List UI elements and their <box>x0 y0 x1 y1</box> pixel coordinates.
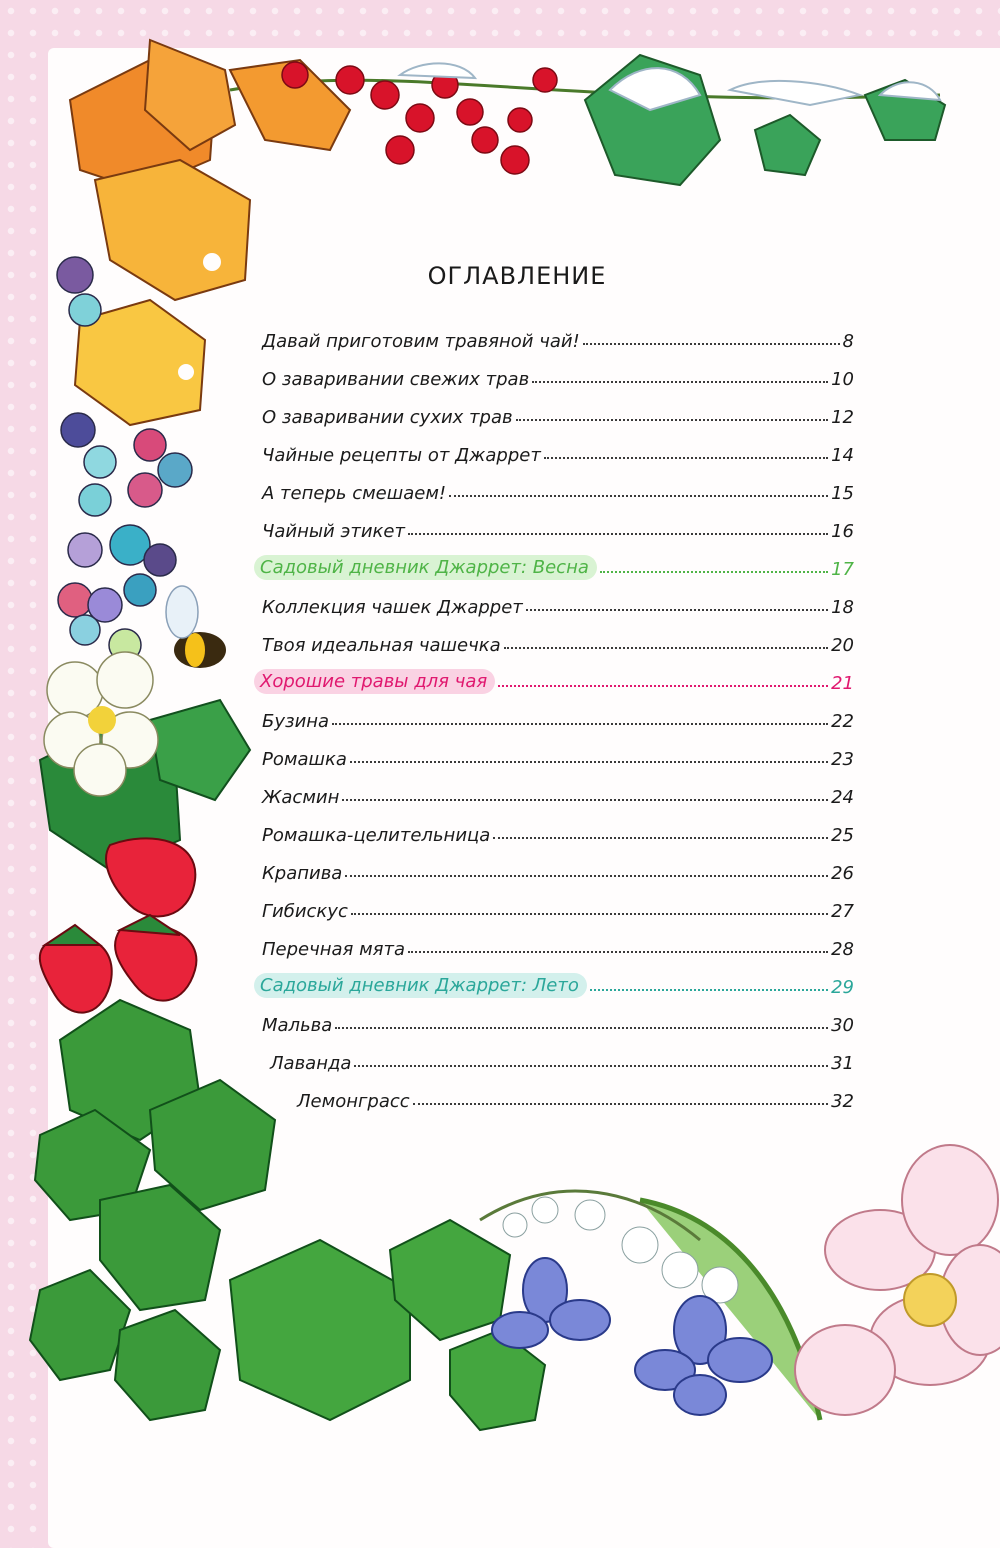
toc-page-number: 18 <box>831 597 854 618</box>
toc-page-number: 30 <box>831 1015 854 1036</box>
toc-page-number: 12 <box>831 407 854 428</box>
toc-item[interactable] <box>262 322 854 352</box>
toc-item[interactable] <box>262 930 854 960</box>
toc-item[interactable] <box>262 892 854 922</box>
toc-item-label: Лаванда <box>270 1053 352 1074</box>
toc-item-label: Гибискус <box>262 901 348 922</box>
toc-section-spring[interactable] <box>262 550 854 580</box>
toc-page-number: 28 <box>831 939 854 960</box>
toc-item-label: О заваривании сухих трав <box>262 407 513 428</box>
toc-item-label: Хорошие травы для чая <box>254 669 495 694</box>
dot-leader <box>413 1103 828 1105</box>
page-title: ОГЛАВЛЕНИЕ <box>427 262 607 290</box>
toc-item-label: Перечная мята <box>262 939 406 960</box>
toc-page-number: 26 <box>831 863 854 884</box>
toc-item[interactable] <box>262 588 854 618</box>
dot-leader <box>345 875 828 877</box>
toc-page-number: 23 <box>831 749 854 770</box>
toc-section-summer[interactable] <box>262 968 854 998</box>
toc-page-number: 32 <box>831 1091 854 1112</box>
toc-item[interactable] <box>262 436 854 466</box>
toc-item-label: Твоя идеальная чашечка <box>262 635 501 656</box>
toc-item[interactable] <box>262 512 854 542</box>
toc-item-label: А теперь смешаем! <box>262 483 447 504</box>
toc-page-number: 16 <box>831 521 854 542</box>
dot-leader <box>532 381 828 383</box>
toc-item-label: Ромашка <box>262 749 347 770</box>
dot-leader <box>590 989 828 991</box>
toc-item-label: Мальва <box>262 1015 333 1036</box>
dot-leader <box>600 571 828 573</box>
toc-section-herbs[interactable] <box>262 664 854 694</box>
dot-leader <box>449 495 828 497</box>
dot-leader <box>504 647 828 649</box>
dot-leader <box>408 533 828 535</box>
dot-leader <box>498 685 828 687</box>
toc-item-label: О заваривании свежих трав <box>262 369 530 390</box>
toc-page-number: 14 <box>831 445 854 466</box>
toc-item[interactable] <box>262 854 854 884</box>
toc-item[interactable] <box>262 1006 854 1036</box>
toc-item[interactable] <box>262 702 854 732</box>
toc-item-label: Крапива <box>262 863 343 884</box>
toc-item-label: Давай приготовим травяной чай! <box>262 331 580 352</box>
toc-item[interactable] <box>262 778 854 808</box>
toc-item-label: Лемонграсс <box>297 1091 410 1112</box>
dot-leader <box>351 913 828 915</box>
dot-leader <box>342 799 828 801</box>
toc-page-number: 29 <box>831 977 854 998</box>
dot-leader <box>354 1065 828 1067</box>
dot-leader <box>544 457 828 459</box>
toc-item[interactable] <box>262 474 854 504</box>
toc-item[interactable] <box>262 626 854 656</box>
toc-item-label: Садовый дневник Джаррет: Лето <box>254 973 587 998</box>
toc-page-number: 24 <box>831 787 854 808</box>
toc-page-number: 8 <box>842 331 854 352</box>
toc-page-number: 27 <box>831 901 854 922</box>
dot-leader <box>350 761 828 763</box>
toc-page-number: 25 <box>831 825 854 846</box>
dot-leader <box>335 1027 828 1029</box>
toc-item[interactable] <box>262 398 854 428</box>
toc-item-label: Ромашка-целительница <box>262 825 491 846</box>
dot-leader <box>516 419 828 421</box>
toc-page-number: 17 <box>831 559 854 580</box>
toc-item[interactable] <box>262 740 854 770</box>
toc-item-label: Жасмин <box>262 787 340 808</box>
dot-leader <box>408 951 828 953</box>
toc-page-number: 10 <box>831 369 854 390</box>
toc-item-label: Коллекция чашек Джаррет <box>262 597 523 618</box>
toc-page-number: 21 <box>831 673 854 694</box>
dot-leader <box>526 609 828 611</box>
toc-page-number: 20 <box>831 635 854 656</box>
dot-leader <box>583 343 840 345</box>
toc-page-number: 31 <box>831 1053 854 1074</box>
toc-item-label: Чайные рецепты от Джаррет <box>262 445 541 466</box>
toc-item[interactable] <box>262 360 854 390</box>
toc-item[interactable] <box>297 1082 854 1112</box>
toc-item-label: Бузина <box>262 711 330 732</box>
toc-item-label: Чайный этикет <box>262 521 405 542</box>
toc-item[interactable] <box>270 1044 854 1074</box>
toc-page-number: 22 <box>831 711 854 732</box>
toc-item[interactable] <box>262 816 854 846</box>
toc-page-number: 15 <box>831 483 854 504</box>
toc-item-label: Садовый дневник Джаррет: Весна <box>254 555 597 580</box>
dot-leader <box>493 837 828 839</box>
dot-leader <box>332 723 828 725</box>
